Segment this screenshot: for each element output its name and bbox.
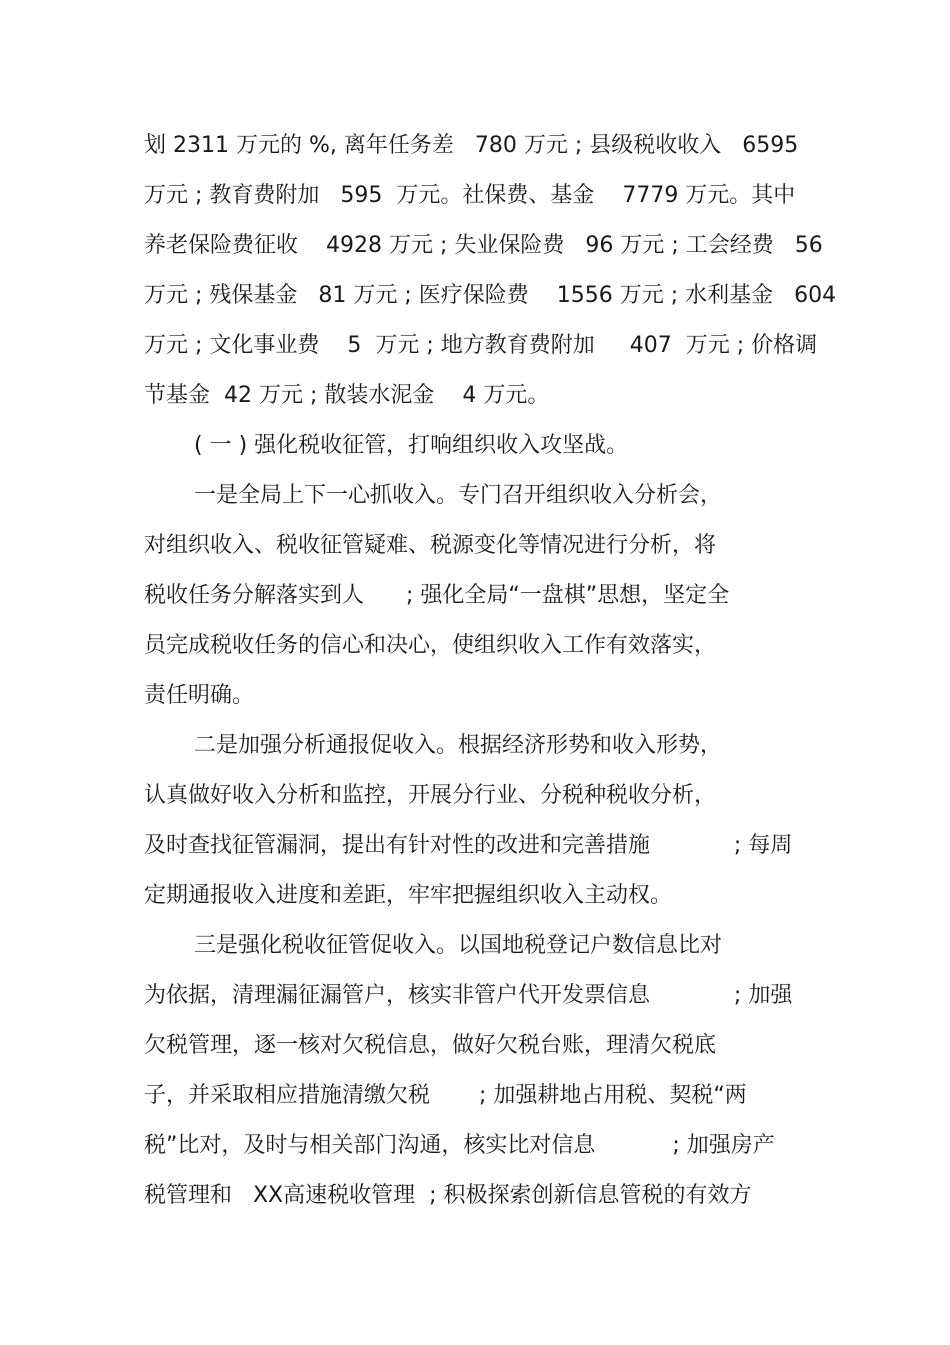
text-line: 税管理和 XX高速税收管理 ; 积极探索创新信息管税的有效方 [144,1183,752,1208]
text-line: 员完成税收任务的信心和决心，使组织收入工作有效落实， [144,633,717,658]
text-line: 对组织收入、税收征管疑难、税源变化等情况进行分析，将 [144,533,717,558]
text-line: 为依据，清理漏征漏管户，核实非管户代开发票信息 ; 加强 [144,983,793,1008]
text-line: 欠税管理，逐一核对欠税信息，做好欠税台账，理清欠税底 [144,1033,717,1058]
paragraph-start: 一是全局上下一心抓收入。专门召开组织收入分析会， [194,483,723,508]
section-heading: ( 一 ) 强化税收征管，打响组织收入攻坚战。 [194,433,629,458]
text-line: 养老保险费征收 4928 万元 ; 失业保险费 96 万元 ; 工会经费 56 [144,233,823,258]
text-line: 划 2311 万元的 %, 离年任务差 780 万元 ; 县级税收收入 6595 [144,133,799,158]
text-line: 税”比对，及时与相关部门沟通，核实比对信息 ; 加强房产 [144,1133,775,1158]
paragraph-start: 三是强化税收征管促收入。以国地税登记户数信息比对 [194,933,723,958]
text-line: 万元 ; 残保基金 81 万元 ; 医疗保险费 1556 万元 ; 水利基金 604 [144,283,837,308]
document-body [144,121,837,1221]
paragraph-start: 二是加强分析通报促收入。根据经济形势和收入形势， [194,733,723,758]
text-line: 税收任务分解落实到人 ; 强化全局“一盘棋”思想，坚定全 [144,583,730,608]
text-line: 万元 ; 文化事业费 5 万元 ; 地方教育费附加 407 万元 ; 价格调 [144,333,818,358]
text-line: 节基金 42 万元 ; 散装水泥金 4 万元。 [144,383,550,408]
text-line: 责任明确。 [144,683,255,708]
text-line: 认真做好收入分析和监控，开展分行业、分税种税收分析， [144,783,717,808]
text-line: 及时查找征管漏洞，提出有针对性的改进和完善措施 ; 每周 [144,833,793,858]
text-line: 万元 ; 教育费附加 595 万元。社保费、基金 7779 万元。其中 [144,183,796,208]
text-line: 定期通报收入进度和差距，牢牢把握组织收入主动权。 [144,883,673,908]
text-line: 子，并采取相应措施清缴欠税 ; 加强耕地占用税、契税“两 [144,1083,747,1108]
